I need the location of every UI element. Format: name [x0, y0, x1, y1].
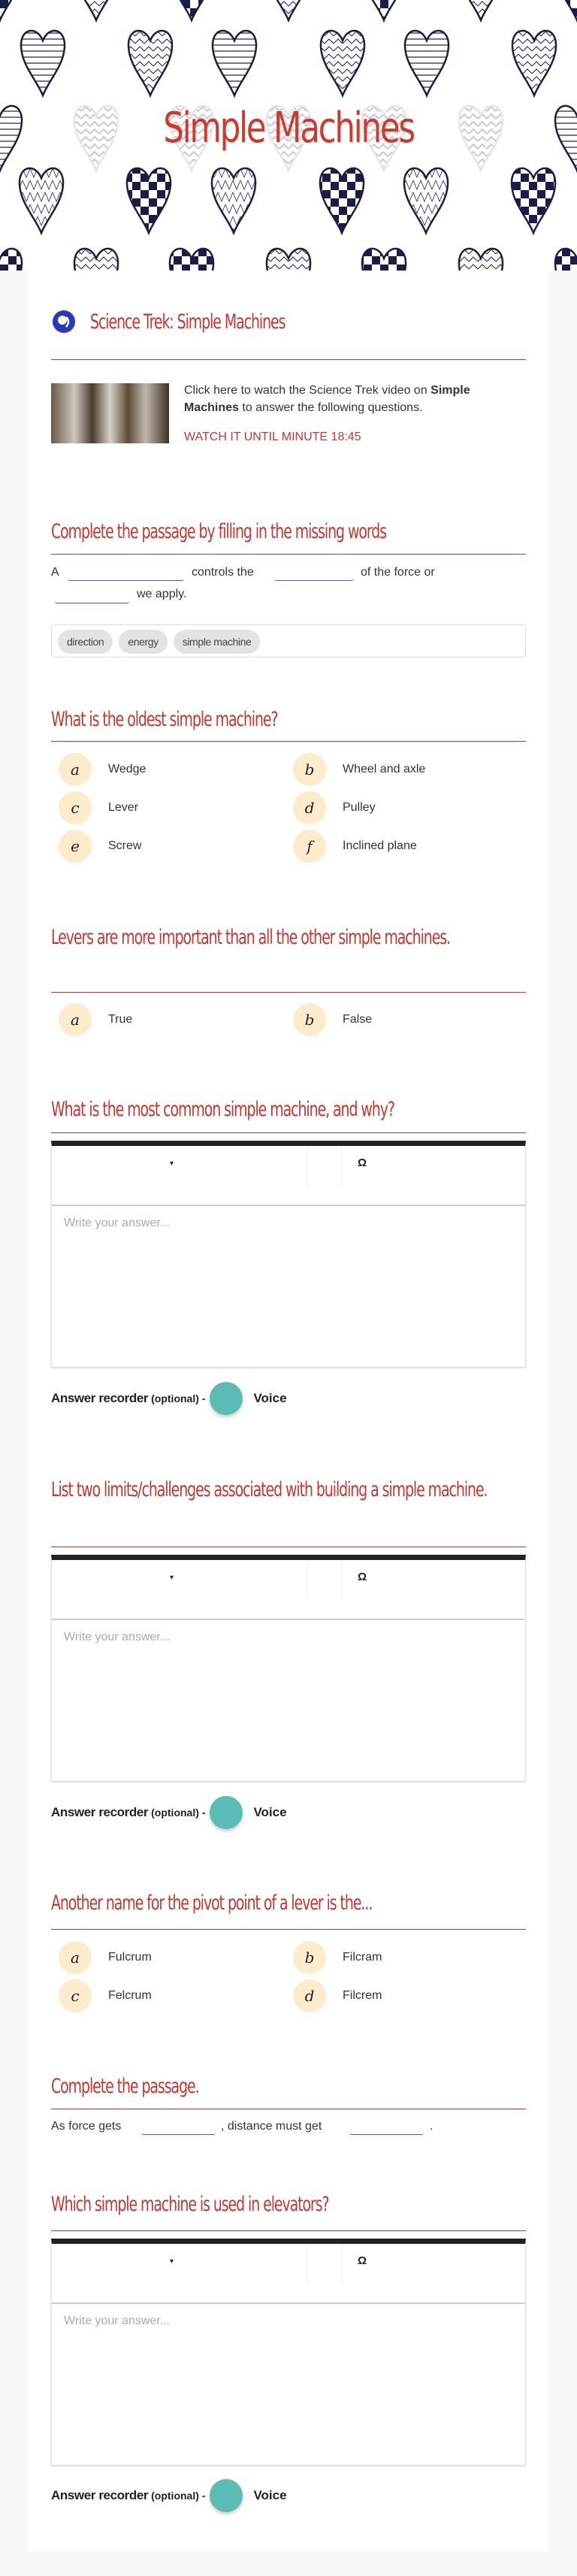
heart-icon — [555, 249, 577, 271]
option-letter: b — [293, 1003, 326, 1036]
option-b[interactable] — [293, 1941, 382, 1974]
special-character-button[interactable]: Ω — [358, 2254, 367, 2267]
record-button[interactable] — [210, 1382, 243, 1415]
blank-input[interactable] — [274, 563, 354, 581]
special-character-button[interactable]: Ω — [358, 1156, 367, 1169]
intro-text-post: to answer the following questions. — [238, 401, 423, 414]
toolbar-separator — [342, 1146, 343, 1185]
passage-text: of the force or — [361, 566, 435, 579]
question-title: What is the most common simple machine, and why? — [51, 1098, 394, 1121]
option-text: Pulley — [343, 801, 376, 814]
answer-textarea[interactable]: Write your answer... — [64, 1217, 171, 1229]
voice-label: Voice — [253, 1805, 287, 1819]
editor-toolbar — [52, 1560, 525, 1620]
option-text: False — [343, 1013, 373, 1026]
heart-icon — [267, 0, 310, 20]
watch-note: WATCH IT UNTIL MINUTE 18:45 — [184, 431, 361, 443]
option-letter: e — [59, 830, 92, 863]
question-title: Levers are more important than all the other simple machines. — [51, 926, 451, 949]
option-b[interactable] — [293, 1003, 372, 1036]
option-a[interactable] — [59, 753, 146, 786]
heart-icon — [170, 0, 213, 20]
heart-icon — [320, 168, 364, 233]
option-text: Screw — [108, 839, 142, 852]
heart-icon — [512, 31, 556, 95]
option-text: Inclined plane — [343, 839, 417, 852]
question-title: List two limits/challenges associated with building a simple machine. — [51, 1478, 488, 1501]
rich-text-editor — [51, 1141, 526, 1368]
option-f[interactable] — [293, 830, 417, 863]
option-text: Felcrum — [108, 1989, 152, 2002]
heart-icon — [404, 168, 448, 233]
heart-icon — [0, 249, 22, 271]
recorder-optional: (optional) - — [151, 1807, 206, 1819]
option-text: Filcram — [343, 1951, 382, 1964]
format-dropdown[interactable]: ▾ — [170, 2257, 174, 2266]
answer-recorder — [51, 2479, 287, 2512]
record-button[interactable] — [210, 2479, 243, 2512]
option-letter: c — [59, 791, 92, 824]
format-dropdown[interactable]: ▾ — [170, 1160, 174, 1168]
recorder-label: Answer recorder — [51, 1805, 149, 1819]
heart-icon — [405, 31, 449, 95]
recorder-optional: (optional) - — [151, 2490, 206, 2502]
heart-icon — [212, 168, 255, 233]
hero-banner — [0, 0, 577, 271]
option-letter: b — [293, 1941, 326, 1974]
rich-text-editor — [51, 1555, 526, 1782]
option-letter: d — [293, 791, 326, 824]
word-chip[interactable]: simple machine — [174, 630, 261, 654]
option-letter: f — [293, 830, 326, 863]
heart-icon — [128, 31, 172, 95]
heart-icon — [362, 249, 406, 271]
divider — [51, 992, 526, 993]
pbs-logo-icon — [52, 310, 76, 334]
passage-text: we apply. — [137, 588, 187, 600]
heart-icon — [459, 0, 503, 20]
heart-icon — [267, 249, 310, 271]
heart-icon — [555, 106, 577, 171]
option-text: Fulcrum — [108, 1951, 152, 1964]
intro-bold: Simple — [430, 384, 470, 397]
heart-icon — [127, 168, 171, 233]
heart-icon — [74, 249, 118, 271]
blank-input[interactable] — [349, 2117, 424, 2135]
option-c[interactable] — [59, 791, 138, 824]
recorder-label: Answer recorder — [51, 1391, 149, 1405]
option-letter: c — [59, 1979, 92, 2012]
word-chip[interactable]: direction — [58, 630, 113, 654]
heart-icon — [512, 168, 555, 233]
heart-icon — [459, 249, 503, 271]
option-a[interactable] — [59, 1941, 152, 1974]
answer-textarea[interactable]: Write your answer... — [64, 2314, 171, 2327]
toolbar-separator — [342, 1560, 343, 1599]
heart-icon — [0, 0, 22, 20]
answer-recorder — [51, 1796, 287, 1829]
page-title: Simple Machines — [163, 104, 414, 153]
question-title: Another name for the pivot point of a lever is the... — [51, 1891, 373, 1915]
question-title: Complete the passage. — [51, 2075, 199, 2098]
question-title: Complete the passage by filling in the missing words — [51, 520, 386, 543]
intro-text[interactable] — [184, 382, 526, 416]
passage-text: , distance must get — [221, 2120, 322, 2133]
question-title: What is the oldest simple machine? — [51, 708, 278, 731]
option-letter: b — [293, 753, 326, 786]
word-bank — [51, 624, 526, 658]
blank-input[interactable] — [141, 2117, 216, 2135]
heart-icon — [0, 106, 22, 171]
heart-icon — [362, 0, 406, 20]
heart-icon — [213, 31, 256, 95]
heart-icon — [555, 0, 577, 20]
option-b[interactable] — [293, 753, 425, 786]
question-title: Which simple machine is used in elevators? — [51, 2193, 329, 2216]
voice-label: Voice — [253, 2488, 287, 2502]
option-letter: a — [59, 1941, 92, 1974]
recorder-optional: (optional) - — [151, 1392, 206, 1404]
divider — [51, 1929, 526, 1930]
option-letter: a — [59, 1003, 92, 1036]
divider — [51, 1132, 526, 1133]
option-e[interactable] — [59, 830, 141, 863]
answer-textarea[interactable]: Write your answer... — [64, 1631, 171, 1643]
passage-text: As force gets — [51, 2120, 122, 2133]
format-dropdown[interactable]: ▾ — [170, 1574, 174, 1582]
option-text: True — [108, 1013, 133, 1026]
option-d[interactable] — [293, 1979, 382, 2012]
recorder-label: Answer recorder — [51, 2488, 149, 2502]
option-text: Lever — [108, 801, 139, 814]
option-text: Wheel and axle — [343, 763, 426, 776]
word-chip[interactable]: energy — [119, 630, 167, 654]
heart-icon — [21, 31, 65, 95]
heart-icon — [20, 168, 63, 233]
option-a[interactable] — [59, 1003, 132, 1036]
passage-text: controls the — [192, 566, 254, 579]
voice-label: Voice — [253, 1391, 287, 1405]
divider — [51, 2230, 526, 2231]
intro-bold: Machines — [184, 401, 239, 414]
blank-input[interactable] — [55, 585, 129, 603]
record-button[interactable] — [210, 1796, 243, 1829]
intro-text-pre: Click here to watch the Science Trek video on — [184, 384, 431, 397]
option-text: Filcrem — [343, 1989, 382, 2002]
option-c[interactable] — [59, 1979, 152, 2012]
blank-input[interactable] — [68, 563, 184, 581]
heart-icon — [170, 249, 213, 271]
option-text: Wedge — [108, 763, 147, 776]
special-character-button[interactable]: Ω — [358, 1571, 367, 1583]
intro-title[interactable]: Science Trek: Simple Machines — [90, 310, 285, 334]
answer-recorder — [51, 1382, 287, 1415]
heart-icon — [321, 31, 364, 95]
rich-text-editor — [51, 2239, 526, 2466]
divider — [51, 554, 526, 555]
editor-toolbar — [52, 2244, 525, 2304]
divider — [51, 741, 526, 742]
option-letter: d — [293, 1979, 326, 2012]
divider — [51, 359, 526, 360]
passage-text: A — [51, 566, 59, 579]
heart-icon — [74, 0, 118, 20]
option-d[interactable] — [293, 791, 376, 824]
video-thumbnail[interactable] — [51, 383, 169, 443]
passage-text: . — [430, 2120, 434, 2133]
editor-toolbar — [52, 1146, 525, 1206]
option-letter: a — [59, 753, 92, 786]
toolbar-separator — [342, 2244, 343, 2283]
